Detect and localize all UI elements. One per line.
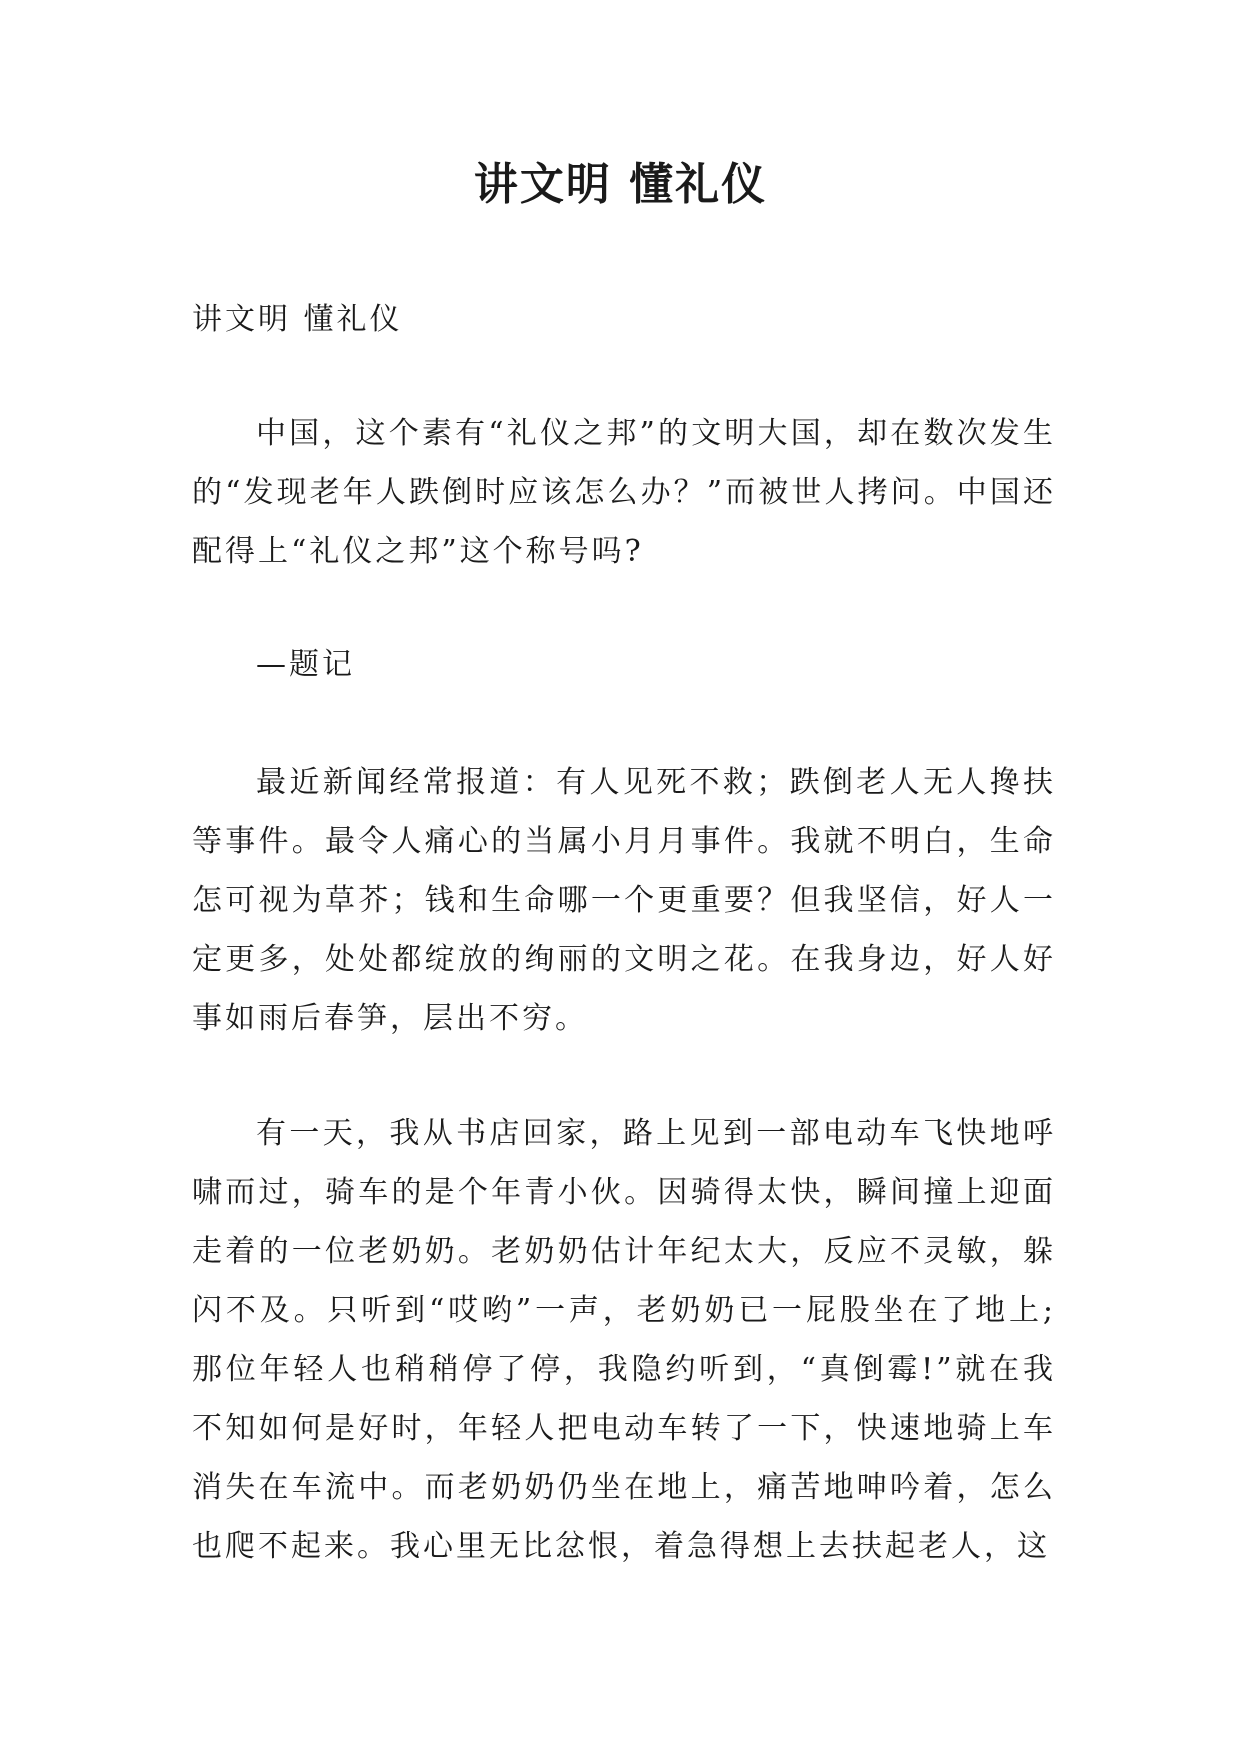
paragraph-intro: 中国，这个素有“礼仪之邦”的文明大国，却在数次发生的“发现老年人跌倒时应该怎么办？”而被世人拷问。中国还配得上“礼仪之邦”这个称号吗?	[192, 416, 1056, 569]
document-subtitle: 讲文明 懂礼仪	[192, 302, 403, 337]
paragraph-story: 有一天，我从书店回家，路上见到一部电动车飞快地呼啸而过，骑车的是个年青小伙。因骑得太快，瞬间撞上迎面走着的一位老奶奶。老奶奶估计年纪太大，反应不灵敏，躲闪不及。只听到“哎哟”一声，老奶奶已一屁股坐在了地上;那位年轻人也稍稍停了停，我隐约听到，“真倒霉!”就在我不知如何是好时，年轻人把电动车转了一下，快速地骑上车消失在车流中。而老奶奶仍坐在地上，痛苦地呻吟着，怎么也爬不起来。我心里无比忿恨，着急得想上去扶起老人，这	[192, 1116, 1056, 1564]
document-title: 讲文明 懂礼仪	[473, 159, 768, 210]
epigraph: —题记	[256, 647, 355, 682]
paragraph-news: 最近新闻经常报道：有人见死不救；跌倒老人无人搀扶等事件。最令人痛心的当属小月月事件。我就不明白，生命怎可视为草芥；钱和生命哪一个更重要？但我坚信，好人一定更多，处处都绽放的绚丽的文明之花。在我身边，好人好事如雨后春笋，层出不穷。	[192, 765, 1056, 1036]
